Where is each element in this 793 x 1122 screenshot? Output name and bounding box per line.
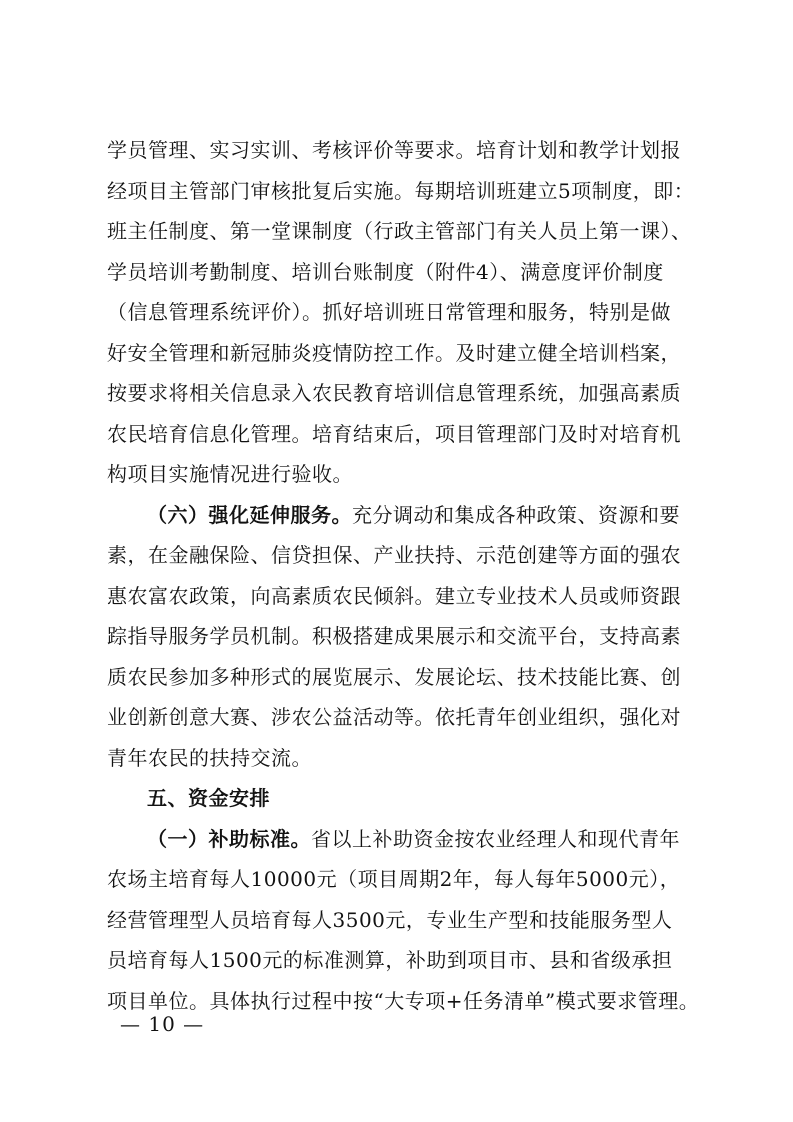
paragraph-line: 按要求将相关信息录入农民教育培训信息管理系统，加强高素质: [107, 381, 681, 405]
paragraph-line: 农场主培育每人10000元（项目周期2年，每人每年5000元），: [107, 867, 681, 891]
paragraph-first-line: [147, 826, 707, 852]
subsection-heading: （一）补助标准。: [147, 826, 311, 851]
page-number: — 10 —: [120, 1012, 205, 1036]
paragraph-line: 经项目主管部门审核批复后实施。每期培训班建立5项制度，即：: [107, 178, 695, 203]
paragraph-line: 农民培育信息化管理。培育结束后，项目管理部门及时对培育机: [107, 421, 681, 446]
subsection-heading: （六）强化延伸服务。: [147, 502, 352, 527]
paragraph-line: 项目单位。具体执行过程中按“大专项+任务清单”模式要求管理。: [107, 988, 700, 1013]
paragraph-text: 充分调动和集成各种政策、资源和要: [352, 502, 680, 527]
paragraph-line: （信息管理系统评价）。抓好培训班日常管理和服务，特别是做: [107, 300, 671, 324]
paragraph-line: 经营管理型人员培育每人3500元，专业生产型和技能服务型人: [107, 907, 673, 932]
paragraph-line: 学员培训考勤制度、培训台账制度（附件4）、满意度评价制度: [107, 259, 664, 284]
paragraph-line: 构项目实施情况进行验收。: [107, 462, 353, 486]
paragraph-line: 学员管理、实习实训、考核评价等要求。培育计划和教学计划报: [107, 138, 681, 162]
paragraph-line: 业创新创意大赛、涉农公益活动等。依托青年创业组织，强化对: [107, 705, 681, 729]
paragraph-text: 省以上补助资金按农业经理人和现代青年: [311, 826, 680, 851]
paragraph-first-line: [147, 502, 707, 528]
paragraph-line: 踪指导服务学员机制。积极搭建成果展示和交流平台，支持高素: [107, 624, 681, 648]
paragraph-line: 素，在金融保险、信贷担保、产业扶持、示范创建等方面的强农: [107, 543, 681, 567]
paragraph-line: 员培育每人1500元的标准测算，补助到项目市、县和省级承担: [107, 948, 673, 972]
section-heading: 五、资金安排: [147, 786, 270, 810]
paragraph-line: 青年农民的扶持交流。: [107, 745, 312, 770]
paragraph-line: 惠农富农政策，向高素质农民倾斜。建立专业技术人员或师资跟: [107, 583, 681, 608]
paragraph-line: 好安全管理和新冠肺炎疫情防控工作。及时建立健全培训档案，: [107, 340, 681, 365]
paragraph-line: 班主任制度、第一堂课制度（行政主管部门有关人员上第一课）、: [107, 219, 692, 243]
paragraph-line: 质农民参加多种形式的展览展示、发展论坛、技术技能比赛、创: [107, 664, 681, 689]
